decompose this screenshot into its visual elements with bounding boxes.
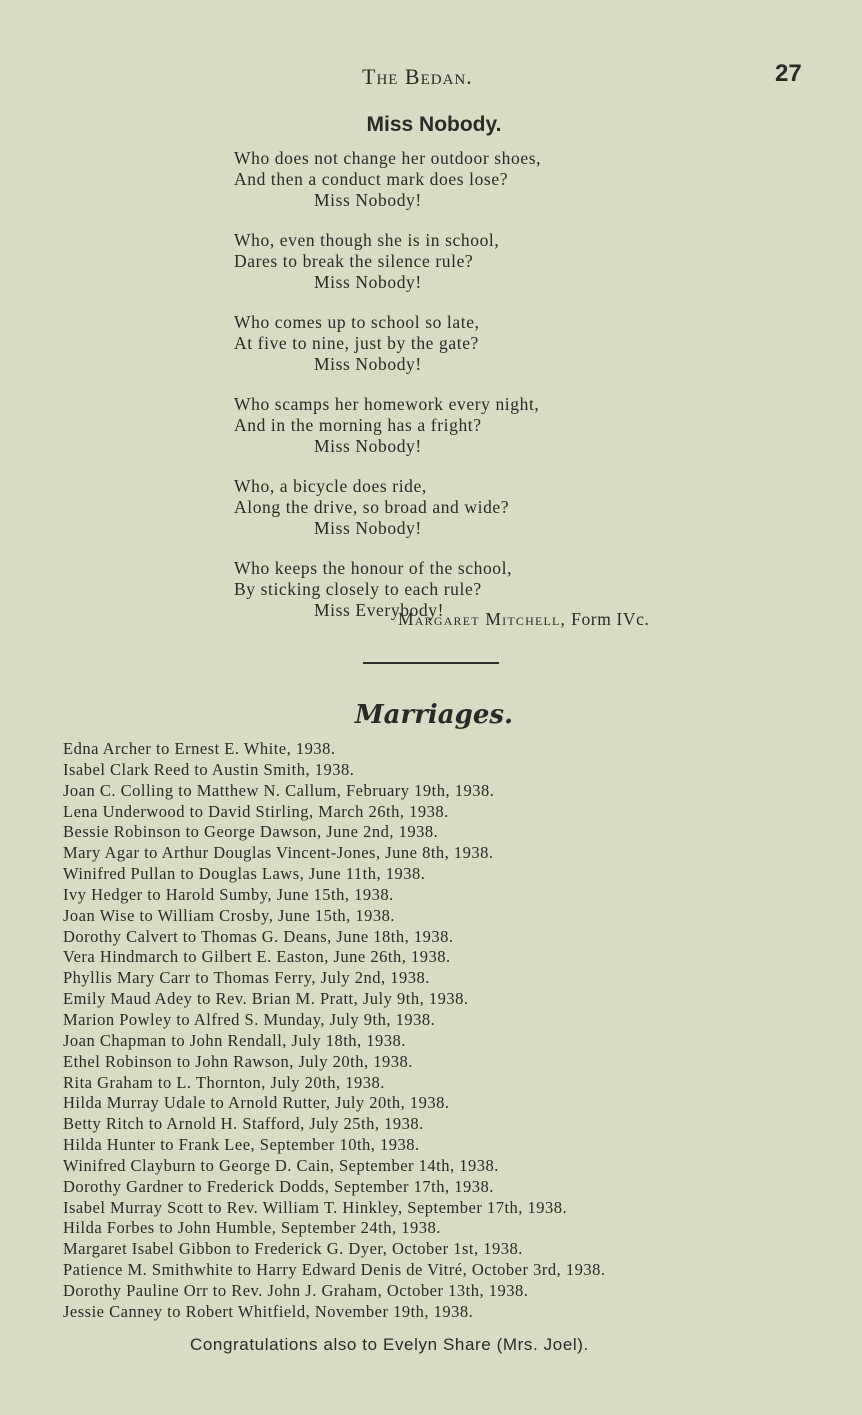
marriage-entry: Vera Hindmarch to Gilbert E. Easton, June 26th, 1938. [63, 947, 451, 967]
marriages-list [63, 739, 853, 1323]
poem-refrain: Miss Nobody! [314, 354, 422, 374]
journal-title: The Bedan. [362, 64, 473, 89]
marriage-entry: Lena Underwood to David Stirling, March 26th, 1938. [63, 801, 449, 821]
marriage-entry: Hilda Murray Udale to Arnold Rutter, July 20th, 1938. [63, 1093, 450, 1113]
marriage-entry: Marion Powley to Alfred S. Munday, July 9th, 1938. [63, 1009, 436, 1029]
marriage-entry: Phyllis Mary Carr to Thomas Ferry, July 2nd, 1938. [63, 968, 430, 988]
marriage-entry: Emily Maud Adey to Rev. Brian M. Pratt, July 9th, 1938. [63, 989, 469, 1009]
marriage-entry: Bessie Robinson to George Dawson, June 2nd, 1938. [63, 822, 439, 842]
poem-line: And then a conduct mark does lose? [234, 169, 509, 189]
section-divider [363, 662, 499, 664]
poem-line: Who scamps her homework every night, [234, 394, 540, 414]
congratulations-note: Congratulations also to Evelyn Share (Mrs. Joel). [190, 1335, 589, 1354]
poem-line: Who does not change her outdoor shoes, [234, 148, 542, 168]
marriage-entry: Betty Ritch to Arnold H. Stafford, July 25th, 1938. [63, 1114, 424, 1134]
marriage-entry: Joan C. Colling to Matthew N. Callum, February 19th, 1938. [63, 780, 495, 800]
marriage-entry: Joan Wise to William Crosby, June 15th, 1938. [63, 905, 396, 925]
page-number: 27 [775, 60, 802, 87]
marriage-entry: Ivy Hedger to Harold Sumby, June 15th, 1938. [63, 884, 394, 904]
marriage-entry: Margaret Isabel Gibbon to Frederick G. Dyer, October 1st, 1938. [63, 1239, 523, 1259]
marriage-entry: Winifred Pullan to Douglas Laws, June 11th, 1938. [63, 864, 426, 884]
poem-line: Dares to break the silence rule? [234, 251, 474, 271]
poem-line: Who keeps the honour of the school, [234, 558, 513, 578]
poem-line: And in the morning has a fright? [234, 415, 482, 435]
poem-body [234, 148, 754, 640]
poem-line: Who comes up to school so late, [234, 312, 480, 332]
marriage-entry: Dorothy Calvert to Thomas G. Deans, June 18th, 1938. [63, 926, 454, 946]
marriage-entry: Ethel Robinson to John Rawson, July 20th, 1938. [63, 1051, 413, 1071]
poem-refrain: Miss Everybody! [314, 600, 445, 620]
poem-attribution [398, 609, 649, 630]
marriage-entry: Hilda Hunter to Frank Lee, September 10th, 1938. [63, 1135, 420, 1155]
stanza [234, 312, 754, 375]
poem-line: At five to nine, just by the gate? [234, 333, 479, 353]
poem-author: Margaret Mitchell, [398, 609, 567, 629]
marriage-entry: Hilda Forbes to John Humble, September 24th, 1938. [63, 1218, 441, 1238]
marriage-entry: Isabel Murray Scott to Rev. William T. Hinkley, September 17th, 1938. [63, 1197, 568, 1217]
marriages-title: Marriages. [354, 700, 514, 730]
poem-refrain: Miss Nobody! [314, 436, 422, 456]
marriage-entry: Edna Archer to Ernest E. White, 1938. [63, 739, 336, 758]
marriage-entry: Patience M. Smithwhite to Harry Edward Denis de Vitré, October 3rd, 1938. [63, 1260, 606, 1280]
stanza [234, 230, 754, 293]
marriage-entry: Winifred Clayburn to George D. Cain, September 14th, 1938. [63, 1155, 499, 1175]
marriage-entry: Dorothy Gardner to Frederick Dodds, September 17th, 1938. [63, 1176, 494, 1196]
poem-line: Who, even though she is in school, [234, 230, 500, 250]
marriage-entry: Rita Graham to L. Thornton, July 20th, 1938. [63, 1072, 385, 1092]
poem-form: Form IVc. [571, 609, 650, 629]
stanza [234, 394, 754, 457]
stanza [234, 476, 754, 539]
poem-refrain: Miss Nobody! [314, 190, 422, 210]
poem-line: By sticking closely to each rule? [234, 579, 482, 599]
poem-line: Along the drive, so broad and wide? [234, 497, 510, 517]
marriage-entry: Dorothy Pauline Orr to Rev. John J. Graham, October 13th, 1938. [63, 1280, 529, 1300]
poem-line: Who, a bicycle does ride, [234, 476, 427, 496]
stanza [234, 148, 754, 211]
marriage-entry: Mary Agar to Arthur Douglas Vincent-Jones, June 8th, 1938. [63, 843, 494, 863]
marriage-entry: Jessie Canney to Robert Whitfield, November 19th, 1938. [63, 1301, 474, 1321]
poem-refrain: Miss Nobody! [314, 272, 422, 292]
poem-title: Miss Nobody. [366, 113, 502, 136]
marriage-entry: Isabel Clark Reed to Austin Smith, 1938. [63, 759, 355, 779]
poem-refrain: Miss Nobody! [314, 518, 422, 538]
marriage-entry: Joan Chapman to John Rendall, July 18th, 1938. [63, 1030, 406, 1050]
